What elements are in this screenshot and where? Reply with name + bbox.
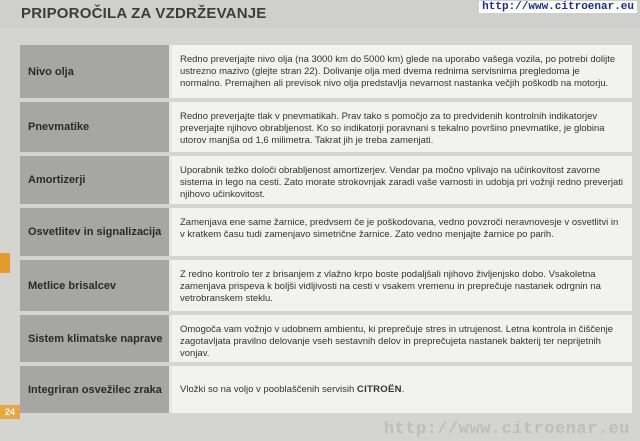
row-description: Z redno kontrolo ter z brisanjem z vlažno krpo boste podaljšali njihovo življenjsko dobo. Vsakoletna zamenjava prispeva k boljši vidljivosti na cesti v vsakem vremenu in preprečuje nastanek odrgnin na vetrobranskem steklu. xyxy=(172,260,632,311)
row-label: Nivo olja xyxy=(20,45,172,98)
row-label: Amortizerji xyxy=(20,156,172,204)
page-header xyxy=(0,0,640,28)
row-description-suffix: . xyxy=(401,383,405,395)
row-description-text: Vložki so na voljo v pooblaščenih servisih xyxy=(180,383,355,395)
table-row xyxy=(20,102,632,152)
table-row xyxy=(20,208,632,256)
row-label: Metlice brisalcev xyxy=(20,260,172,311)
table-row xyxy=(20,260,632,311)
row-description: Zamenjava ene same žarnice, predvsem če je poškodovana, vedno povzroči neravnovesje v osvetlitvi in v kratkem času tudi zamenjavo simetrične žarnice. Zato vedno menjajte žarnice po parih. xyxy=(172,208,632,256)
row-description: Redno preverjajte nivo olja (na 3000 km do 5000 km) glede na uporabo vašega vozila, po potrebi dolijte ustrezno mazivo (glejte stran 22). Dolivanje olja med dvema rednima servisnima pregledoma je normalno. Premajhen ali previsok nivo olja predstavlja nevarnost nastanka večjih poškodb na motorju. xyxy=(172,45,632,98)
row-description: Redno preverjajte tlak v pnevmatikah. Prav tako s pomočjo za to predvidenih kontrolnih indikatorjev preverjajte njihovo obrabljenost. Ko so indikatorji poravnani s tekalno površino pnevmatike, je globina utorov manjša od 1,6 milimetra. Takrat jih je treba zamenjati. xyxy=(172,102,632,152)
row-label: Integriran osvežilec zraka xyxy=(20,366,172,413)
row-label: Sistem klimatske naprave xyxy=(20,315,172,362)
maintenance-table xyxy=(20,45,632,417)
table-row xyxy=(20,315,632,362)
table-row xyxy=(20,45,632,98)
row-description: Uporabnik težko določi obrabljenost amortizerjev. Vendar pa močno vplivajo na učinkovitost zavorne sistema in lego na cesti. Zato morate strokovnjak zaradi vaše varnosti in udobja pri vožnji redno preverjati njihovo učinkovitost. xyxy=(172,156,632,204)
row-description xyxy=(172,366,632,413)
chapter-tab-marker xyxy=(0,253,10,273)
table-row xyxy=(20,156,632,204)
row-label: Pnevmatike xyxy=(20,102,172,152)
watermark-url-top: http://www.citroenar.eu xyxy=(479,1,637,13)
watermark-url-bottom: http://www.citroenar.eu xyxy=(383,420,630,439)
page-title: PRIPOROČILA ZA VZDRŽEVANJE xyxy=(21,5,267,22)
brand-name: CITROËN xyxy=(356,383,402,395)
page-number: 24 xyxy=(0,405,20,419)
row-label: Osvetlitev in signalizacija xyxy=(20,208,172,256)
table-row xyxy=(20,366,632,413)
row-description: Omogoča vam vožnjo v udobnem ambientu, ki preprečuje stres in utrujenost. Letna kontrola in čiščenje zagotavljata pravilno delovanje vseh sestavnih delov in preprečujeta nastanek bakterij ter neprijetnih vonjav. xyxy=(172,315,632,362)
